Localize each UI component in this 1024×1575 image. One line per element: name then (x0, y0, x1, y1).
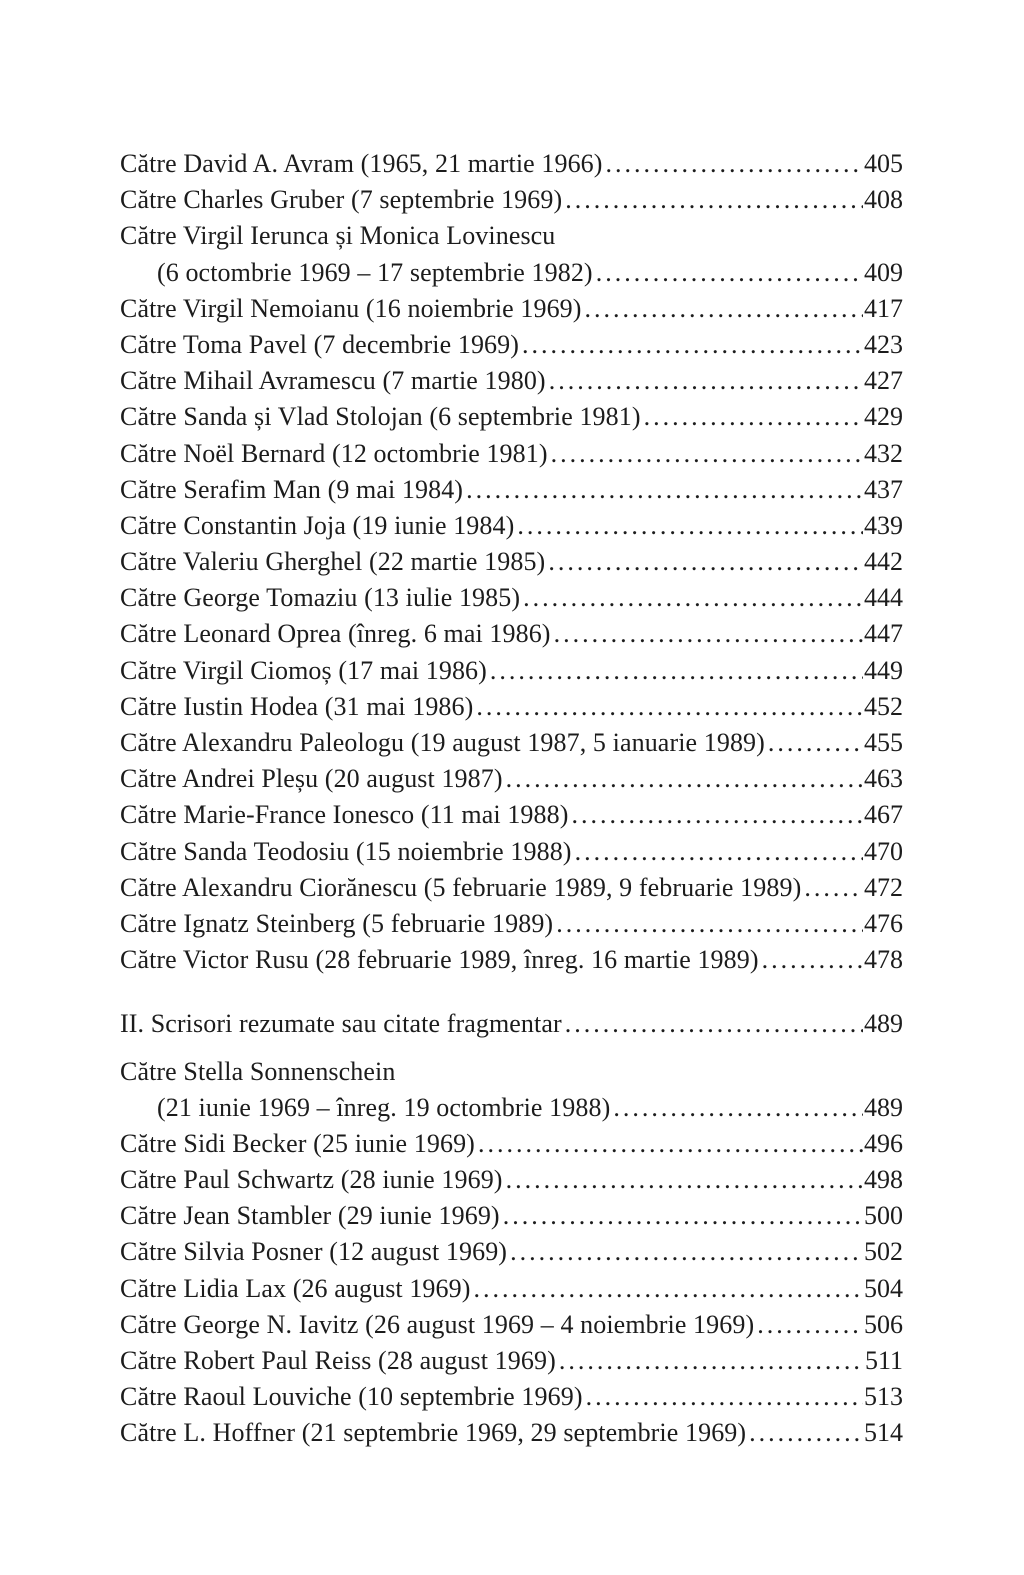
dot-leader (641, 399, 863, 435)
toc-entry-title: Către Stella Sonnenschein (120, 1056, 396, 1086)
toc-entry (120, 146, 903, 182)
toc-entry (120, 472, 903, 508)
dot-leader (572, 834, 863, 870)
toc-entry (120, 1379, 903, 1415)
toc-entry-page: 467 (864, 800, 903, 830)
toc-entry-title: Către Iustin Hodea (31 mai 1986) (120, 691, 474, 721)
toc-entry-page: 513 (864, 1382, 903, 1412)
toc-entry (120, 1415, 903, 1451)
toc-entry-page: 498 (864, 1165, 903, 1195)
toc-entry (120, 218, 903, 254)
toc-entry (120, 1234, 903, 1270)
toc-entry-page: 444 (864, 583, 903, 613)
toc-entry-page: 514 (864, 1418, 903, 1448)
dot-leader (500, 1198, 863, 1234)
toc-entry (120, 870, 903, 906)
toc-entry-title: Către Sidi Becker (25 iunie 1969) (120, 1128, 475, 1158)
toc-entry (120, 363, 903, 399)
toc-entry-title: Către George N. Iavitz (26 august 1969 – 4 noiembrie 1969) (120, 1309, 755, 1339)
toc-entry (120, 797, 903, 833)
toc-entry (120, 327, 903, 363)
toc-entry (120, 1343, 903, 1379)
toc-entry-title: Către Valeriu Gherghel (22 martie 1985) (120, 547, 546, 577)
dot-leader (593, 255, 863, 291)
dot-leader (556, 1343, 864, 1379)
toc-entry-page: 423 (864, 329, 903, 359)
toc-entry-page: 504 (864, 1273, 903, 1303)
toc-entry-page: 500 (864, 1201, 903, 1231)
dot-leader (519, 327, 863, 363)
dot-leader (514, 508, 863, 544)
toc-entry-title: Către Ignatz Steinberg (5 februarie 1989) (120, 908, 554, 938)
toc-entry-title: Către Paul Schwartz (28 iunie 1969) (120, 1165, 503, 1195)
toc-entry-title: Către Charles Gruber (7 septembrie 1969) (120, 185, 563, 215)
toc-entry-page: 447 (864, 619, 903, 649)
toc-entry-page: 472 (864, 872, 903, 902)
toc-entry (120, 399, 903, 435)
toc-entry-page: 409 (864, 257, 903, 287)
dot-leader (759, 942, 863, 978)
toc-entry-title: Către Alexandru Ciorănescu (5 februarie 1989, 9 februarie 1989) (120, 872, 802, 902)
toc-entry-title: Către Victor Rusu (28 februarie 1989, înreg. 16 martie 1989) (120, 945, 759, 975)
toc-entry (120, 1126, 903, 1162)
toc-entry-page: 502 (864, 1237, 903, 1267)
dot-leader (746, 1415, 863, 1451)
toc-entry-page: 476 (864, 908, 903, 938)
toc-entry-title: Către Virgil Ierunca și Monica Lovinescu (120, 221, 556, 251)
dot-leader (546, 363, 863, 399)
toc-entry (120, 906, 903, 942)
dot-leader (553, 906, 863, 942)
dot-leader (603, 146, 863, 182)
dot-leader (568, 797, 863, 833)
toc-entry-title: Către Toma Pavel (7 decembrie 1969) (120, 329, 520, 359)
toc-entry (120, 255, 903, 291)
toc-entry-page: 455 (864, 728, 903, 757)
toc-entry-page: 405 (864, 149, 903, 178)
dot-leader (548, 436, 863, 472)
toc-entry (120, 725, 903, 761)
toc-entry-page: 506 (864, 1309, 903, 1339)
toc-entry-title: Către Lidia Lax (26 august 1969) (120, 1273, 471, 1303)
toc-entry-title: Către Raoul Louviche (10 septembrie 1969) (120, 1382, 583, 1412)
toc-entry-title: Către Constantin Joja (19 iunie 1984) (120, 510, 515, 540)
toc-entry-title: Către Sanda Teodosiu (15 noiembrie 1988) (120, 836, 572, 866)
toc-entry-title: Către Sanda și Vlad Stolojan (6 septembrie 1981) (120, 402, 641, 432)
dot-leader (610, 1090, 863, 1126)
toc-entry-title: Către Serafim Man (9 mai 1984) (120, 474, 464, 504)
toc-entry-title: Către Jean Stambler (29 iunie 1969) (120, 1201, 500, 1231)
toc-entry (120, 834, 903, 870)
dot-leader (471, 1271, 864, 1307)
dot-leader (754, 1307, 863, 1343)
toc-entry-title: Către Noël Bernard (12 octombrie 1981) (120, 438, 548, 468)
toc-entry-page: 452 (864, 691, 903, 721)
dot-leader (473, 689, 863, 725)
dot-leader (487, 653, 863, 689)
dot-leader (503, 761, 863, 797)
toc-entry (120, 1271, 903, 1307)
dot-leader (520, 580, 863, 616)
toc-entry-page: 463 (864, 764, 903, 794)
toc-entry (120, 436, 903, 472)
toc-entry (120, 544, 903, 580)
toc-entry-page: 449 (864, 655, 903, 685)
toc-entry-title: Către David A. Avram (1965, 21 martie 1966) (120, 149, 603, 178)
toc-entry-page: 470 (864, 836, 903, 866)
toc-entry (120, 1307, 903, 1343)
toc-entry-title: Către Marie-France Ionesco (11 mai 1988) (120, 800, 569, 830)
toc-entry-page: 489 (864, 1009, 903, 1039)
dot-leader (583, 1379, 863, 1415)
dot-leader (545, 544, 863, 580)
toc-entry-title: Către Virgil Ciomoș (17 mai 1986) (120, 655, 487, 685)
toc-entry (120, 1162, 903, 1198)
dot-leader (551, 616, 863, 652)
dot-leader (562, 1006, 863, 1042)
toc-entry-title: Către L. Hoffner (21 septembrie 1969, 29 septembrie 1969) (120, 1418, 747, 1448)
toc-entry (120, 580, 903, 616)
toc-entry-page: 489 (864, 1092, 903, 1122)
toc-entry-page: 496 (864, 1128, 903, 1158)
toc-entry-page: 511 (864, 1346, 903, 1375)
toc-entry-title: Către Silvia Posner (12 august 1969) (120, 1237, 508, 1267)
toc-entry (120, 942, 903, 978)
toc-entry (120, 616, 903, 652)
toc-entry (120, 1198, 903, 1234)
dot-leader (801, 870, 863, 906)
toc-entry-page: 417 (864, 293, 903, 323)
toc-list (120, 146, 903, 1452)
toc-entry-title: Către Virgil Nemoianu (16 noiembrie 1969) (120, 293, 582, 323)
dot-leader (503, 1162, 863, 1198)
toc-entry-page: 439 (864, 510, 903, 540)
toc-entry (120, 1054, 903, 1090)
toc-entry-title: (6 octombrie 1969 – 17 septembrie 1982) (157, 257, 593, 287)
toc-entry-page: 437 (864, 474, 903, 504)
toc-entry-title: Către Alexandru Paleologu (19 august 1987, 5 ianuarie 1989) (120, 728, 765, 757)
toc-entry (120, 761, 903, 797)
toc-entry-title: Către Leonard Oprea (înreg. 6 mai 1986) (120, 619, 551, 649)
toc-entry (120, 508, 903, 544)
toc-entry-page: 429 (864, 402, 903, 432)
dot-leader (562, 182, 863, 218)
toc-entry-page: 408 (864, 185, 903, 215)
dot-leader (507, 1234, 863, 1270)
dot-leader (582, 291, 863, 327)
toc-entry (120, 182, 903, 218)
toc-entry-page: 432 (864, 438, 903, 468)
toc-entry-title: II. Scrisori rezumate sau citate fragmentar (120, 1009, 562, 1039)
toc-entry-title: (21 iunie 1969 – înreg. 19 octombrie 1988) (157, 1092, 611, 1122)
toc-entry (120, 689, 903, 725)
toc-entry-page: 427 (864, 366, 903, 396)
dot-leader (463, 472, 863, 508)
toc-entry-title: Către George Tomaziu (13 iulie 1985) (120, 583, 521, 613)
dot-leader (475, 1126, 863, 1162)
toc-entry (120, 653, 903, 689)
toc-entry (120, 291, 903, 327)
toc-entry-page: 442 (864, 547, 903, 577)
toc-section-heading (120, 1006, 903, 1042)
dot-leader (765, 725, 863, 761)
toc-entry (120, 1090, 903, 1126)
toc-entry-page: 478 (864, 945, 903, 975)
toc-entry-title: Către Andrei Pleșu (20 august 1987) (120, 764, 503, 794)
toc-entry-title: Către Mihail Avramescu (7 martie 1980) (120, 366, 546, 396)
toc-entry-title: Către Robert Paul Reiss (28 august 1969) (120, 1346, 556, 1375)
